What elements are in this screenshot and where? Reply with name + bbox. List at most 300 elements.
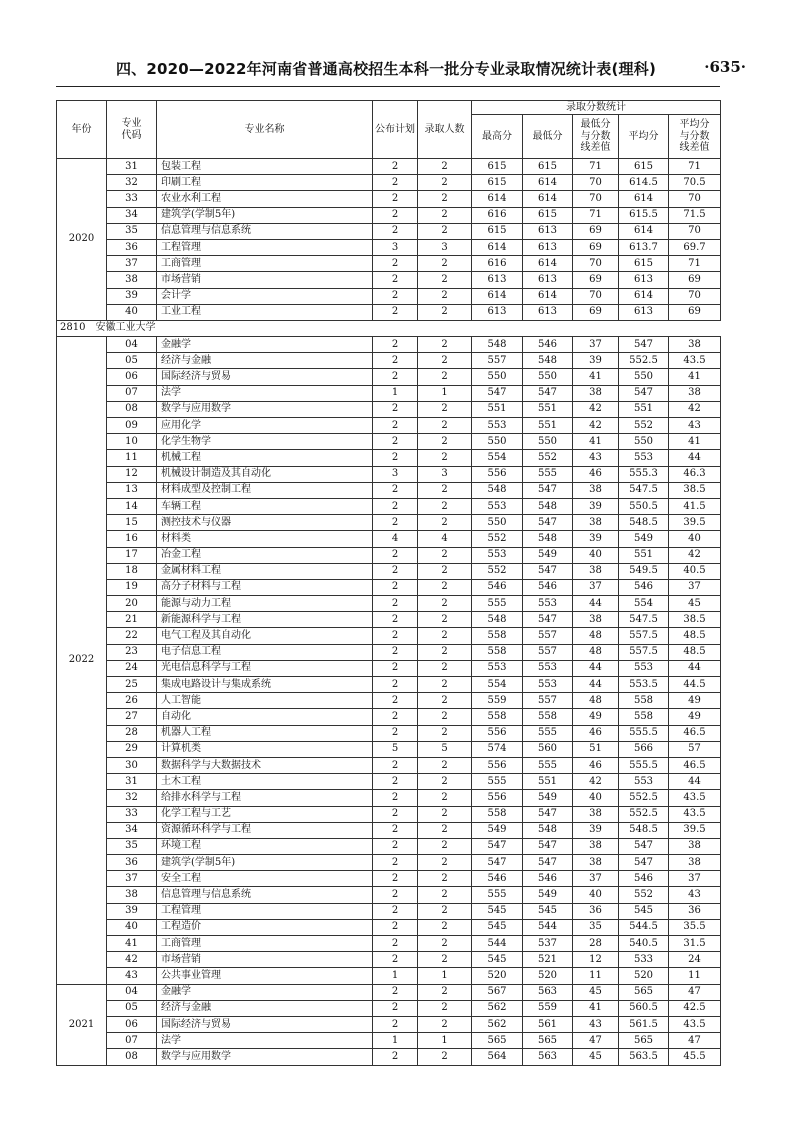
cell-max: 546 [472,871,523,887]
cell-code: 14 [107,498,157,514]
cell-name: 市场营销 [157,952,373,968]
cell-avg: 554 [619,596,669,612]
cell-plan: 2 [373,903,418,919]
cell-avg-diff: 71 [669,256,721,272]
cell-min: 563 [523,984,573,1000]
table-row [57,693,721,709]
cell-max: 555 [472,774,523,790]
cell-avg-diff: 39.5 [669,515,721,531]
table-row [57,1016,721,1032]
cell-avg-diff: 47 [669,984,721,1000]
cell-admitted: 2 [418,1049,472,1065]
cell-max: 555 [472,596,523,612]
cell-plan: 2 [373,887,418,903]
cell-avg: 547 [619,855,669,871]
cell-code: 33 [107,191,157,207]
cell-avg: 552.5 [619,353,669,369]
cell-code: 42 [107,952,157,968]
cell-avg: 551 [619,547,669,563]
cell-admitted: 2 [418,482,472,498]
cell-name: 印刷工程 [157,175,373,191]
table-row [57,822,721,838]
cell-name: 化学工程与工艺 [157,806,373,822]
cell-max: 545 [472,919,523,935]
cell-avg-diff: 43.5 [669,1016,721,1032]
cell-avg: 553 [619,660,669,676]
cell-admitted: 3 [418,466,472,482]
cell-name: 计算机类 [157,741,373,757]
cell-min: 560 [523,741,573,757]
table-row [57,175,721,191]
cell-admitted: 1 [418,968,472,984]
cell-avg: 552.5 [619,806,669,822]
cell-min: 559 [523,1000,573,1016]
cell-avg: 553 [619,450,669,466]
cell-avg-diff: 45 [669,596,721,612]
cell-max: 554 [472,677,523,693]
cell-avg-diff: 38 [669,337,721,353]
cell-plan: 2 [373,1049,418,1065]
table-row [57,256,721,272]
cell-avg: 565 [619,984,669,1000]
cell-min: 614 [523,175,573,191]
cell-min: 565 [523,1033,573,1049]
cell-min: 561 [523,1016,573,1032]
cell-plan: 2 [373,952,418,968]
table-row [57,482,721,498]
cell-avg: 547 [619,337,669,353]
cell-name: 新能源科学与工程 [157,612,373,628]
cell-name: 人工智能 [157,693,373,709]
cell-plan: 2 [373,919,418,935]
cell-max: 555 [472,887,523,903]
cell-name: 工业工程 [157,304,373,320]
cell-avg-diff: 40.5 [669,563,721,579]
cell-code: 22 [107,628,157,644]
cell-min: 555 [523,757,573,773]
cell-name: 农业水利工程 [157,191,373,207]
cell-plan: 2 [373,369,418,385]
cell-code: 13 [107,482,157,498]
cell-min: 553 [523,660,573,676]
cell-code: 35 [107,838,157,854]
cell-avg-diff: 43 [669,887,721,903]
cell-admitted: 2 [418,304,472,320]
cell-plan: 2 [373,498,418,514]
cell-code: 07 [107,385,157,401]
cell-avg: 613 [619,272,669,288]
cell-name: 化学生物学 [157,434,373,450]
cell-avg: 548.5 [619,515,669,531]
cell-max: 565 [472,1033,523,1049]
table-row [57,790,721,806]
table-row [57,677,721,693]
cell-min-diff: 44 [573,596,619,612]
cell-plan: 2 [373,644,418,660]
header-min-diff [573,115,619,159]
cell-name: 工商管理 [157,936,373,952]
cell-min: 613 [523,239,573,255]
cell-name: 国际经济与贸易 [157,1016,373,1032]
cell-avg-diff: 38.5 [669,482,721,498]
table-row [57,531,721,547]
cell-plan: 2 [373,207,418,223]
cell-min: 548 [523,498,573,514]
cell-min-diff: 71 [573,207,619,223]
cell-admitted: 2 [418,579,472,595]
cell-avg: 552 [619,418,669,434]
cell-min: 547 [523,806,573,822]
table-row [57,887,721,903]
cell-min: 557 [523,644,573,660]
section-label: 2810 安徽工业大学 [57,320,721,336]
cell-min-diff: 38 [573,482,619,498]
table-row [57,385,721,401]
cell-code: 07 [107,1033,157,1049]
cell-code: 09 [107,418,157,434]
cell-name: 工程管理 [157,239,373,255]
cell-plan: 2 [373,936,418,952]
cell-code: 36 [107,855,157,871]
cell-admitted: 2 [418,806,472,822]
header-max: 最高分 [472,115,523,159]
cell-max: 615 [472,223,523,239]
admission-stats-table [56,100,721,1066]
header-admitted: 录取人数 [418,101,472,159]
cell-name: 电子信息工程 [157,644,373,660]
cell-min: 557 [523,628,573,644]
cell-plan: 2 [373,757,418,773]
cell-max: 558 [472,628,523,644]
cell-avg-diff: 69.7 [669,239,721,255]
table-row [57,903,721,919]
cell-avg-diff: 70 [669,288,721,304]
cell-code: 40 [107,919,157,935]
cell-max: 558 [472,709,523,725]
cell-avg: 563.5 [619,1049,669,1065]
cell-code: 11 [107,450,157,466]
cell-name: 安全工程 [157,871,373,887]
cell-max: 615 [472,175,523,191]
cell-admitted: 2 [418,191,472,207]
table-row [57,579,721,595]
cell-max: 616 [472,207,523,223]
cell-min-diff: 40 [573,887,619,903]
cell-plan: 2 [373,612,418,628]
cell-admitted: 2 [418,353,472,369]
cell-code: 26 [107,693,157,709]
cell-avg-diff: 38 [669,838,721,854]
cell-plan: 2 [373,304,418,320]
cell-admitted: 2 [418,272,472,288]
cell-avg: 560.5 [619,1000,669,1016]
table-row [57,936,721,952]
cell-avg: 533 [619,952,669,968]
cell-min-diff: 36 [573,903,619,919]
cell-code: 10 [107,434,157,450]
cell-min-diff: 42 [573,401,619,417]
table-row [57,563,721,579]
cell-avg: 547.5 [619,612,669,628]
cell-min: 521 [523,952,573,968]
cell-avg: 613 [619,304,669,320]
cell-min: 546 [523,337,573,353]
cell-name: 公共事业管理 [157,968,373,984]
cell-name: 机械工程 [157,450,373,466]
cell-code: 34 [107,207,157,223]
cell-max: 614 [472,288,523,304]
cell-plan: 2 [373,191,418,207]
cell-code: 27 [107,709,157,725]
cell-plan: 1 [373,1033,418,1049]
cell-avg: 558 [619,709,669,725]
cell-avg-diff: 57 [669,741,721,757]
cell-max: 544 [472,936,523,952]
cell-avg-diff: 69 [669,304,721,320]
table-row [57,628,721,644]
cell-admitted: 2 [418,159,472,175]
cell-min: 547 [523,563,573,579]
cell-code: 20 [107,596,157,612]
cell-admitted: 2 [418,903,472,919]
cell-plan: 5 [373,741,418,757]
cell-admitted: 2 [418,709,472,725]
cell-name: 光电信息科学与工程 [157,660,373,676]
cell-plan: 1 [373,385,418,401]
cell-min: 615 [523,207,573,223]
cell-avg-diff: 42 [669,547,721,563]
cell-max: 613 [472,272,523,288]
cell-plan: 2 [373,693,418,709]
cell-min-diff: 51 [573,741,619,757]
cell-min: 547 [523,482,573,498]
cell-min: 552 [523,450,573,466]
cell-min: 548 [523,822,573,838]
cell-plan: 2 [373,871,418,887]
table-row [57,515,721,531]
cell-min: 547 [523,385,573,401]
cell-min-diff: 40 [573,547,619,563]
cell-avg: 614 [619,288,669,304]
cell-avg: 551 [619,401,669,417]
cell-plan: 2 [373,774,418,790]
cell-min-diff: 70 [573,288,619,304]
year-cell: 2020 [57,159,107,321]
cell-plan: 2 [373,482,418,498]
year-cell: 2022 [57,337,107,985]
cell-min: 555 [523,466,573,482]
cell-avg-diff: 70.5 [669,175,721,191]
cell-min-diff: 41 [573,369,619,385]
cell-min: 614 [523,288,573,304]
cell-admitted: 2 [418,871,472,887]
cell-avg: 546 [619,579,669,595]
cell-min: 546 [523,579,573,595]
cell-max: 558 [472,644,523,660]
cell-code: 12 [107,466,157,482]
table-row [57,239,721,255]
table-row [57,304,721,320]
table-row [57,401,721,417]
cell-max: 553 [472,547,523,563]
cell-plan: 2 [373,272,418,288]
cell-name: 材料类 [157,531,373,547]
cell-plan: 2 [373,337,418,353]
cell-avg-diff: 41 [669,434,721,450]
cell-plan: 3 [373,239,418,255]
cell-min-diff: 37 [573,871,619,887]
header-avg: 平均分 [619,115,669,159]
header-min: 最低分 [523,115,573,159]
cell-plan: 2 [373,1000,418,1016]
table-row [57,207,721,223]
table-row [57,450,721,466]
cell-avg-diff: 24 [669,952,721,968]
cell-avg-diff: 41 [669,369,721,385]
cell-admitted: 2 [418,418,472,434]
table-row [57,855,721,871]
cell-code: 08 [107,401,157,417]
cell-admitted: 2 [418,1000,472,1016]
cell-plan: 2 [373,353,418,369]
cell-min: 614 [523,256,573,272]
cell-name: 材料成型及控制工程 [157,482,373,498]
cell-min: 544 [523,919,573,935]
cell-min: 549 [523,790,573,806]
cell-name: 工程造价 [157,919,373,935]
cell-avg-diff: 38 [669,855,721,871]
cell-code: 21 [107,612,157,628]
cell-min-diff: 39 [573,822,619,838]
cell-admitted: 2 [418,563,472,579]
cell-plan: 2 [373,563,418,579]
cell-max: 552 [472,563,523,579]
table-row [57,806,721,822]
cell-plan: 1 [373,968,418,984]
header-stats-group: 录取分数统计 [472,101,721,115]
cell-avg-diff: 69 [669,272,721,288]
cell-plan: 2 [373,806,418,822]
cell-avg: 552.5 [619,790,669,806]
cell-code: 39 [107,288,157,304]
cell-name: 经济与金融 [157,1000,373,1016]
cell-min: 547 [523,838,573,854]
cell-plan: 2 [373,434,418,450]
header-plan: 公布计划 [373,101,418,159]
cell-name: 环境工程 [157,838,373,854]
cell-max: 545 [472,952,523,968]
cell-max: 550 [472,515,523,531]
cell-plan: 2 [373,288,418,304]
cell-avg-diff: 48.5 [669,644,721,660]
cell-avg: 565 [619,1033,669,1049]
cell-min: 615 [523,159,573,175]
cell-code: 31 [107,774,157,790]
table-row [57,838,721,854]
cell-min: 549 [523,547,573,563]
cell-code: 35 [107,223,157,239]
cell-min-diff: 46 [573,757,619,773]
cell-avg: 561.5 [619,1016,669,1032]
table-row [57,774,721,790]
cell-avg-diff: 44 [669,774,721,790]
cell-admitted: 2 [418,369,472,385]
cell-admitted: 2 [418,822,472,838]
cell-min: 550 [523,369,573,385]
section-row [57,320,721,336]
cell-avg: 566 [619,741,669,757]
cell-admitted: 2 [418,887,472,903]
cell-admitted: 2 [418,628,472,644]
cell-admitted: 2 [418,725,472,741]
cell-name: 包装工程 [157,159,373,175]
cell-plan: 2 [373,984,418,1000]
cell-code: 36 [107,239,157,255]
cell-min-diff: 48 [573,693,619,709]
cell-code: 28 [107,725,157,741]
cell-code: 17 [107,547,157,563]
header-min-diff-text: 最低分与分数线差值 [580,119,611,154]
cell-name: 法学 [157,1033,373,1049]
cell-max: 556 [472,466,523,482]
cell-name: 建筑学(学制5年) [157,855,373,871]
table-row [57,757,721,773]
cell-min: 613 [523,304,573,320]
cell-avg-diff: 38.5 [669,612,721,628]
cell-max: 558 [472,806,523,822]
cell-avg: 552 [619,887,669,903]
table-row [57,353,721,369]
cell-min-diff: 46 [573,466,619,482]
cell-name: 机器人工程 [157,725,373,741]
cell-min-diff: 70 [573,175,619,191]
cell-min: 545 [523,903,573,919]
cell-plan: 2 [373,547,418,563]
header-rule [56,86,720,87]
table-row [57,1049,721,1065]
cell-min: 548 [523,531,573,547]
cell-max: 548 [472,612,523,628]
cell-avg: 545 [619,903,669,919]
cell-avg-diff: 37 [669,871,721,887]
cell-admitted: 2 [418,288,472,304]
cell-min: 520 [523,968,573,984]
table-row [57,984,721,1000]
cell-min-diff: 48 [573,628,619,644]
cell-avg: 550.5 [619,498,669,514]
cell-avg: 553 [619,774,669,790]
table-row [57,660,721,676]
cell-code: 23 [107,644,157,660]
cell-min: 547 [523,855,573,871]
cell-admitted: 2 [418,223,472,239]
cell-admitted: 2 [418,693,472,709]
cell-avg-diff: 48.5 [669,628,721,644]
table-row [57,968,721,984]
cell-code: 40 [107,304,157,320]
cell-min-diff: 44 [573,660,619,676]
cell-code: 38 [107,887,157,903]
cell-admitted: 3 [418,239,472,255]
cell-avg: 540.5 [619,936,669,952]
cell-max: 562 [472,1016,523,1032]
table-row [57,709,721,725]
page-title: 四、2020—2022年河南省普通高校招生本科一批分专业录取情况统计表(理科) [115,60,656,78]
cell-avg: 614 [619,191,669,207]
cell-avg: 614 [619,223,669,239]
table-row [57,223,721,239]
cell-name: 法学 [157,385,373,401]
